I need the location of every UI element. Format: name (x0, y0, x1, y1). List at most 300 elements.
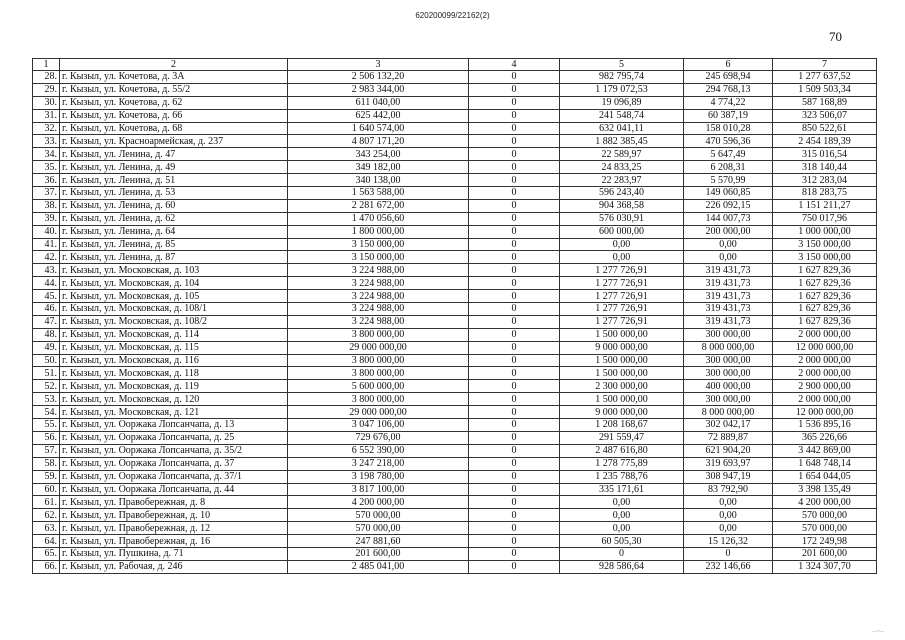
col7-value: 4 200 000,00 (773, 496, 877, 509)
col6-value: 400 000,00 (684, 380, 773, 393)
col4-value: 0 (469, 264, 560, 277)
col7-value: 12 000 000,00 (773, 341, 877, 354)
col7-value: 1 509 503,34 (773, 83, 877, 96)
col5-value: 600 000,00 (560, 225, 684, 238)
total-cost: 3 047 106,00 (288, 419, 469, 432)
row-number: 63. (33, 522, 60, 535)
col7-value: 1 627 829,36 (773, 277, 877, 290)
col5-value: 904 368,58 (560, 199, 684, 212)
col7-value: 312 283,04 (773, 174, 877, 187)
col6-value: 308 947,19 (684, 470, 773, 483)
col7-value: 587 168,89 (773, 96, 877, 109)
address: г. Кызыл, ул. Кочетова, д. 3А (60, 71, 288, 84)
table-row (33, 199, 877, 212)
total-cost: 3 198 780,00 (288, 470, 469, 483)
address: г. Кызыл, ул. Ленина, д. 85 (60, 238, 288, 251)
row-number: 49. (33, 341, 60, 354)
address: г. Кызыл, ул. Кочетова, д. 68 (60, 122, 288, 135)
col7-value: 1 627 829,36 (773, 290, 877, 303)
table-body (33, 59, 877, 574)
col7-value: 2 454 189,39 (773, 135, 877, 148)
col6-value: 5 570,99 (684, 174, 773, 187)
total-cost: 6 552 390,00 (288, 444, 469, 457)
col7-value: 2 900 000,00 (773, 380, 877, 393)
col6-value: 149 060,85 (684, 187, 773, 200)
col4-value: 0 (469, 303, 560, 316)
table-row (33, 560, 877, 573)
column-header: 7 (773, 59, 877, 71)
col4-value: 0 (469, 174, 560, 187)
address: г. Кызыл, ул. Правобережная, д. 8 (60, 496, 288, 509)
row-number: 42. (33, 251, 60, 264)
row-number: 55. (33, 419, 60, 432)
address: г. Кызыл, ул. Московская, д. 120 (60, 393, 288, 406)
col6-value: 0,00 (684, 496, 773, 509)
row-number: 45. (33, 290, 60, 303)
col7-value: 315 016,54 (773, 148, 877, 161)
col5-value: 1 500 000,00 (560, 393, 684, 406)
table-row (33, 212, 877, 225)
row-number: 64. (33, 535, 60, 548)
corner-mark: ...-... (872, 628, 884, 634)
total-cost: 29 000 000,00 (288, 341, 469, 354)
total-cost: 349 182,00 (288, 161, 469, 174)
col4-value: 0 (469, 148, 560, 161)
col4-value: 0 (469, 135, 560, 148)
col6-value: 319 693,97 (684, 457, 773, 470)
table-row (33, 522, 877, 535)
col5-value: 1 500 000,00 (560, 354, 684, 367)
table-row (33, 109, 877, 122)
address: г. Кызыл, ул. Правобережная, д. 12 (60, 522, 288, 535)
total-cost: 3 800 000,00 (288, 354, 469, 367)
col4-value: 0 (469, 341, 560, 354)
col6-value: 72 889,87 (684, 431, 773, 444)
col7-value: 818 283,75 (773, 187, 877, 200)
col6-value: 144 007,73 (684, 212, 773, 225)
col7-value: 1 000 000,00 (773, 225, 877, 238)
col7-value: 323 506,07 (773, 109, 877, 122)
row-number: 39. (33, 212, 60, 225)
row-number: 47. (33, 315, 60, 328)
row-number: 38. (33, 199, 60, 212)
table-row (33, 496, 877, 509)
col5-value: 576 030,91 (560, 212, 684, 225)
col4-value: 0 (469, 393, 560, 406)
col4-value: 0 (469, 238, 560, 251)
col4-value: 0 (469, 354, 560, 367)
col5-value: 0,00 (560, 509, 684, 522)
col4-value: 0 (469, 367, 560, 380)
address: г. Кызыл, ул. Ооржака Лопсанчапа, д. 37 (60, 457, 288, 470)
col6-value: 470 596,36 (684, 135, 773, 148)
col5-value: 1 882 385,45 (560, 135, 684, 148)
col4-value: 0 (469, 380, 560, 393)
address: г. Кызыл, ул. Ооржака Лопсанчапа, д. 35/2 (60, 444, 288, 457)
row-number: 29. (33, 83, 60, 96)
total-cost: 5 600 000,00 (288, 380, 469, 393)
table-row (33, 547, 877, 560)
address: г. Кызыл, ул. Московская, д. 108/2 (60, 315, 288, 328)
column-header: 1 (33, 59, 60, 71)
col7-value: 570 000,00 (773, 509, 877, 522)
col6-value: 83 792,90 (684, 483, 773, 496)
col6-value: 6 208,31 (684, 161, 773, 174)
total-cost: 3 800 000,00 (288, 328, 469, 341)
col5-value: 928 586,64 (560, 560, 684, 573)
table-row (33, 83, 877, 96)
col7-value: 1 151 211,27 (773, 199, 877, 212)
table-row (33, 419, 877, 432)
table-row (33, 303, 877, 316)
address: г. Кызыл, ул. Ленина, д. 51 (60, 174, 288, 187)
total-cost: 4 200 000,00 (288, 496, 469, 509)
col6-value: 0,00 (684, 251, 773, 264)
col4-value: 0 (469, 560, 560, 573)
address: г. Кызыл, ул. Кочетова, д. 62 (60, 96, 288, 109)
col6-value: 300 000,00 (684, 354, 773, 367)
address: г. Кызыл, ул. Правобережная, д. 10 (60, 509, 288, 522)
col7-value: 2 000 000,00 (773, 393, 877, 406)
column-header: 4 (469, 59, 560, 71)
total-cost: 29 000 000,00 (288, 406, 469, 419)
col6-value: 15 126,32 (684, 535, 773, 548)
row-number: 31. (33, 109, 60, 122)
col5-value: 2 487 616,80 (560, 444, 684, 457)
total-cost: 570 000,00 (288, 509, 469, 522)
col7-value: 3 398 135,49 (773, 483, 877, 496)
total-cost: 2 485 041,00 (288, 560, 469, 573)
col7-value: 1 648 748,14 (773, 457, 877, 470)
col6-value: 0 (684, 547, 773, 560)
col6-value: 158 010,28 (684, 122, 773, 135)
row-number: 52. (33, 380, 60, 393)
col5-value: 60 505,30 (560, 535, 684, 548)
col7-value: 3 442 869,00 (773, 444, 877, 457)
col4-value: 0 (469, 109, 560, 122)
page-number: 70 (829, 29, 842, 44)
row-number: 46. (33, 303, 60, 316)
col5-value: 0,00 (560, 251, 684, 264)
col5-value: 0,00 (560, 238, 684, 251)
col6-value: 4 774,22 (684, 96, 773, 109)
total-cost: 3 224 988,00 (288, 290, 469, 303)
total-cost: 1 563 588,00 (288, 187, 469, 200)
row-number: 60. (33, 483, 60, 496)
col7-value: 3 150 000,00 (773, 238, 877, 251)
address: г. Кызыл, ул. Ленина, д. 87 (60, 251, 288, 264)
table-header-row (33, 59, 877, 71)
col5-value: 1 277 726,91 (560, 290, 684, 303)
col4-value: 0 (469, 483, 560, 496)
col6-value: 302 042,17 (684, 419, 773, 432)
col5-value: 1 277 726,91 (560, 264, 684, 277)
row-number: 36. (33, 174, 60, 187)
row-number: 32. (33, 122, 60, 135)
col6-value: 0,00 (684, 238, 773, 251)
row-number: 43. (33, 264, 60, 277)
col6-value: 8 000 000,00 (684, 406, 773, 419)
col4-value: 0 (469, 212, 560, 225)
col7-value: 850 522,61 (773, 122, 877, 135)
col4-value: 0 (469, 419, 560, 432)
col6-value: 245 698,94 (684, 71, 773, 84)
row-number: 59. (33, 470, 60, 483)
table-row (33, 161, 877, 174)
table-row (33, 71, 877, 84)
row-number: 54. (33, 406, 60, 419)
address: г. Кызыл, ул. Московская, д. 105 (60, 290, 288, 303)
address: г. Кызыл, ул. Московская, д. 119 (60, 380, 288, 393)
col6-value: 319 431,73 (684, 277, 773, 290)
col5-value: 1 277 726,91 (560, 277, 684, 290)
col7-value: 2 000 000,00 (773, 367, 877, 380)
register-table (32, 58, 877, 574)
table-row (33, 277, 877, 290)
table-row (33, 367, 877, 380)
col5-value: 632 041,11 (560, 122, 684, 135)
table-row (33, 251, 877, 264)
col7-value: 172 249,98 (773, 535, 877, 548)
col7-value: 1 627 829,36 (773, 264, 877, 277)
address: г. Кызыл, ул. Московская, д. 118 (60, 367, 288, 380)
col4-value: 0 (469, 431, 560, 444)
col7-value: 2 000 000,00 (773, 354, 877, 367)
total-cost: 4 807 171,20 (288, 135, 469, 148)
col5-value: 2 300 000,00 (560, 380, 684, 393)
col5-value: 9 000 000,00 (560, 406, 684, 419)
col7-value: 1 277 637,52 (773, 71, 877, 84)
total-cost: 3 247 218,00 (288, 457, 469, 470)
address: г. Кызыл, ул. Московская, д. 116 (60, 354, 288, 367)
address: г. Кызыл, ул. Ленина, д. 53 (60, 187, 288, 200)
column-header: 2 (60, 59, 288, 71)
row-number: 61. (33, 496, 60, 509)
document-id: 620200099/22162(2) (415, 11, 490, 20)
row-number: 57. (33, 444, 60, 457)
table-row (33, 483, 877, 496)
col5-value: 1 277 726,91 (560, 315, 684, 328)
address: г. Кызыл, ул. Пушкина, д. 71 (60, 547, 288, 560)
col6-value: 226 092,15 (684, 199, 773, 212)
table-row (33, 393, 877, 406)
col4-value: 0 (469, 328, 560, 341)
col4-value: 0 (469, 315, 560, 328)
total-cost: 1 640 574,00 (288, 122, 469, 135)
table-row (33, 290, 877, 303)
table-row (33, 148, 877, 161)
row-number: 34. (33, 148, 60, 161)
row-number: 48. (33, 328, 60, 341)
col7-value: 2 000 000,00 (773, 328, 877, 341)
col4-value: 0 (469, 496, 560, 509)
col4-value: 0 (469, 470, 560, 483)
col7-value: 318 140,44 (773, 161, 877, 174)
col7-value: 1 324 307,70 (773, 560, 877, 573)
total-cost: 3 224 988,00 (288, 303, 469, 316)
col4-value: 0 (469, 277, 560, 290)
col6-value: 300 000,00 (684, 367, 773, 380)
col5-value: 241 548,74 (560, 109, 684, 122)
total-cost: 729 676,00 (288, 431, 469, 444)
address: г. Кызыл, ул. Красноармейская, д. 237 (60, 135, 288, 148)
address: г. Кызыл, ул. Ооржака Лопсанчапа, д. 44 (60, 483, 288, 496)
total-cost: 2 983 344,00 (288, 83, 469, 96)
col5-value: 22 283,97 (560, 174, 684, 187)
row-number: 30. (33, 96, 60, 109)
address: г. Кызыл, ул. Правобережная, д. 16 (60, 535, 288, 548)
col6-value: 319 431,73 (684, 264, 773, 277)
address: г. Кызыл, ул. Ооржака Лопсанчапа, д. 13 (60, 419, 288, 432)
column-header: 3 (288, 59, 469, 71)
address: г. Кызыл, ул. Кочетова, д. 55/2 (60, 83, 288, 96)
col6-value: 60 387,19 (684, 109, 773, 122)
col5-value: 1 235 788,76 (560, 470, 684, 483)
col7-value: 1 654 044,05 (773, 470, 877, 483)
total-cost: 3 224 988,00 (288, 264, 469, 277)
col4-value: 0 (469, 522, 560, 535)
col6-value: 621 904,20 (684, 444, 773, 457)
col4-value: 0 (469, 509, 560, 522)
col5-value: 1 500 000,00 (560, 367, 684, 380)
total-cost: 3 817 100,00 (288, 483, 469, 496)
col7-value: 365 226,66 (773, 431, 877, 444)
address: г. Кызыл, ул. Московская, д. 114 (60, 328, 288, 341)
row-number: 53. (33, 393, 60, 406)
address: г. Кызыл, ул. Ленина, д. 47 (60, 148, 288, 161)
col6-value: 319 431,73 (684, 315, 773, 328)
col7-value: 3 150 000,00 (773, 251, 877, 264)
col6-value: 232 146,66 (684, 560, 773, 573)
table-row (33, 315, 877, 328)
col6-value: 300 000,00 (684, 328, 773, 341)
row-number: 51. (33, 367, 60, 380)
address: г. Кызыл, ул. Ленина, д. 60 (60, 199, 288, 212)
address: г. Кызыл, ул. Ооржака Лопсанчапа, д. 37/1 (60, 470, 288, 483)
total-cost: 1 470 056,60 (288, 212, 469, 225)
total-cost: 3 224 988,00 (288, 315, 469, 328)
total-cost: 343 254,00 (288, 148, 469, 161)
table-row (33, 341, 877, 354)
row-number: 44. (33, 277, 60, 290)
col4-value: 0 (469, 406, 560, 419)
column-header: 6 (684, 59, 773, 71)
col4-value: 0 (469, 161, 560, 174)
address: г. Кызыл, ул. Московская, д. 121 (60, 406, 288, 419)
table-row (33, 238, 877, 251)
row-number: 40. (33, 225, 60, 238)
total-cost: 3 224 988,00 (288, 277, 469, 290)
row-number: 50. (33, 354, 60, 367)
total-cost: 2 506 132,20 (288, 71, 469, 84)
total-cost: 1 800 000,00 (288, 225, 469, 238)
total-cost: 3 800 000,00 (288, 367, 469, 380)
col6-value: 200 000,00 (684, 225, 773, 238)
col6-value: 5 647,49 (684, 148, 773, 161)
col4-value: 0 (469, 457, 560, 470)
col5-value: 1 179 072,53 (560, 83, 684, 96)
col6-value: 319 431,73 (684, 303, 773, 316)
col5-value: 19 096,89 (560, 96, 684, 109)
row-number: 65. (33, 547, 60, 560)
table-row (33, 457, 877, 470)
col5-value: 1 277 726,91 (560, 303, 684, 316)
table-row (33, 509, 877, 522)
col5-value: 0,00 (560, 522, 684, 535)
col4-value: 0 (469, 444, 560, 457)
address: г. Кызыл, ул. Московская, д. 108/1 (60, 303, 288, 316)
col7-value: 1 627 829,36 (773, 303, 877, 316)
col5-value: 335 171,61 (560, 483, 684, 496)
col5-value: 22 589,97 (560, 148, 684, 161)
table-row (33, 354, 877, 367)
table-row (33, 535, 877, 548)
address: г. Кызыл, ул. Ленина, д. 49 (60, 161, 288, 174)
total-cost: 3 150 000,00 (288, 251, 469, 264)
table-row (33, 96, 877, 109)
col7-value: 12 000 000,00 (773, 406, 877, 419)
col5-value: 982 795,74 (560, 71, 684, 84)
row-number: 41. (33, 238, 60, 251)
address: г. Кызыл, ул. Московская, д. 103 (60, 264, 288, 277)
table-row (33, 380, 877, 393)
total-cost: 340 138,00 (288, 174, 469, 187)
table-row (33, 135, 877, 148)
address: г. Кызыл, ул. Московская, д. 104 (60, 277, 288, 290)
col4-value: 0 (469, 96, 560, 109)
col4-value: 0 (469, 83, 560, 96)
total-cost: 201 600,00 (288, 547, 469, 560)
table-row (33, 470, 877, 483)
total-cost: 3 800 000,00 (288, 393, 469, 406)
row-number: 56. (33, 431, 60, 444)
row-number: 62. (33, 509, 60, 522)
col4-value: 0 (469, 547, 560, 560)
table-row (33, 431, 877, 444)
address: г. Кызыл, ул. Кочетова, д. 66 (60, 109, 288, 122)
col6-value: 300 000,00 (684, 393, 773, 406)
row-number: 66. (33, 560, 60, 573)
table-row (33, 174, 877, 187)
address: г. Кызыл, ул. Ооржака Лопсанчапа, д. 25 (60, 431, 288, 444)
col7-value: 1 536 895,16 (773, 419, 877, 432)
col5-value: 24 833,25 (560, 161, 684, 174)
col6-value: 8 000 000,00 (684, 341, 773, 354)
col7-value: 570 000,00 (773, 522, 877, 535)
table-row (33, 225, 877, 238)
address: г. Кызыл, ул. Ленина, д. 62 (60, 212, 288, 225)
total-cost: 570 000,00 (288, 522, 469, 535)
col4-value: 0 (469, 535, 560, 548)
col5-value: 1 208 168,67 (560, 419, 684, 432)
col4-value: 0 (469, 225, 560, 238)
row-number: 28. (33, 71, 60, 84)
col5-value: 1 278 775,89 (560, 457, 684, 470)
col4-value: 0 (469, 199, 560, 212)
address: г. Кызыл, ул. Московская, д. 115 (60, 341, 288, 354)
col4-value: 0 (469, 187, 560, 200)
total-cost: 625 442,00 (288, 109, 469, 122)
table-row (33, 122, 877, 135)
col6-value: 0,00 (684, 509, 773, 522)
col7-value: 201 600,00 (773, 547, 877, 560)
col4-value: 0 (469, 251, 560, 264)
col5-value: 9 000 000,00 (560, 341, 684, 354)
col6-value: 319 431,73 (684, 290, 773, 303)
row-number: 37. (33, 187, 60, 200)
total-cost: 2 281 672,00 (288, 199, 469, 212)
table-row (33, 406, 877, 419)
